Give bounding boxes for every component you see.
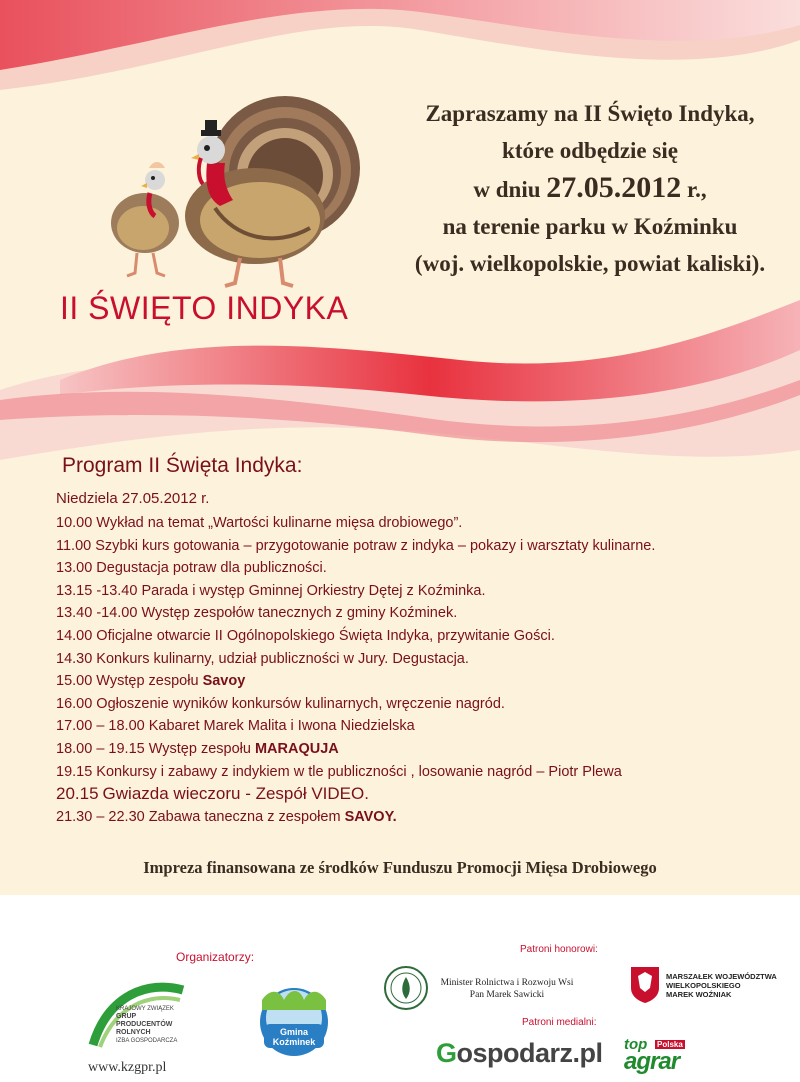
ministry-line-2: Pan Marek Sawicki xyxy=(469,990,545,1000)
program-item xyxy=(56,602,776,625)
program-item-time: 21.30 – 22.30 xyxy=(56,808,145,825)
program-item xyxy=(56,738,776,761)
program-item-time: 18.00 – 19.15 xyxy=(56,740,145,757)
program-item-description: Wykład na temat „Wartości kulinarne mięsa drobiowego”. xyxy=(96,515,463,531)
topagrar-agrar: agrar xyxy=(624,1048,680,1075)
kzgpr-line-3: PRODUCENTÓW xyxy=(116,1021,173,1028)
kzgpr-name xyxy=(116,1005,177,1045)
invitation-line-2: które odbędzie się xyxy=(502,138,678,163)
program-item-text xyxy=(149,738,776,761)
program-item xyxy=(56,648,776,671)
program-item xyxy=(56,535,776,558)
program-item-text xyxy=(96,670,776,693)
program-item-text xyxy=(96,693,776,716)
program-item-description: Kabaret Marek Malita i Iwona Niedzielska xyxy=(148,718,415,735)
program-item xyxy=(56,693,776,716)
program-item-text xyxy=(96,625,776,648)
gospodarz-rest: ospodarz.pl xyxy=(456,1038,603,1068)
gospodarz-logo xyxy=(436,1038,603,1069)
program-item-description: Konkurs kulinarny, udział publiczności w Jury. Degustacja. xyxy=(96,650,469,667)
program-item xyxy=(56,625,776,648)
invitation-line-5: (woj. wielkopolskie, powiat kaliski). xyxy=(414,251,766,276)
organizers-label: Organizatorzy: xyxy=(176,950,255,964)
program-item-text xyxy=(96,512,776,535)
program-item-time: 14.30 xyxy=(56,650,93,667)
program-item-performer: Savoy xyxy=(202,673,246,690)
program-item xyxy=(56,806,776,829)
program-item xyxy=(56,512,776,535)
program-item-description: Parada i występ Gminnej Orkiestry Dętej z Koźminka. xyxy=(141,582,486,599)
program-date: Niedziela 27.05.2012 r. xyxy=(56,490,210,507)
program-item-time: 13.40 -14.00 xyxy=(56,605,138,622)
invitation-date-prefix: w dniu xyxy=(473,177,547,202)
gmina-line-1: Gmina xyxy=(279,1027,308,1037)
kzgpr-line-5: IZBA GOSPODARCZA xyxy=(116,1038,178,1044)
program-item-performer: MARAQUJA xyxy=(254,740,339,757)
program-item-description: Szybki kurs gotowania – przygotowanie potraw z indyka – pokazy i warsztaty kulinarne. xyxy=(95,537,656,554)
program-item-performer: SAVOY. xyxy=(344,808,397,825)
ministry-name xyxy=(432,977,582,1001)
program-item-text xyxy=(96,557,776,580)
program-item xyxy=(56,580,776,603)
marshal-line-3: MAREK WOŹNIAK xyxy=(666,990,732,999)
invitation-line-1: Zapraszamy na II Święto Indyka, xyxy=(425,101,755,126)
program-item-description: Gwiazda wieczoru - Zespół VIDEO. xyxy=(102,784,369,804)
gmina-name xyxy=(262,1027,326,1047)
program-item-time: 13.00 xyxy=(56,560,93,577)
program-item-description: Oficjalne otwarcie II Ogólnopolskiego Święta Indyka, przywitanie Gości. xyxy=(96,627,555,644)
program-item-time: 15.00 xyxy=(56,673,93,690)
program-item-description: Ogłoszenie wyników konkursów kulinarnych, wręczenie nagród. xyxy=(96,695,505,712)
invitation-text xyxy=(385,95,795,282)
program-item-text xyxy=(149,806,776,829)
event-title: II ŚWIĘTO INDYKA xyxy=(60,290,349,326)
program-item xyxy=(56,783,776,806)
website-link[interactable]: www.kzgpr.pl xyxy=(88,1060,167,1075)
program-item xyxy=(56,670,776,693)
program-item-description: Konkursy i zabawy z indykiem w tle publiczności , losowanie nagród – Piotr Plewa xyxy=(96,763,622,780)
program-item-time: 10.00 xyxy=(56,515,93,531)
program-item-time: 19.15 xyxy=(56,763,93,780)
topagrar-top: top xyxy=(624,1036,648,1053)
turkeys-illustration xyxy=(95,88,375,288)
program-item-time: 11.00 xyxy=(56,537,92,554)
wielkopolska-crest-icon xyxy=(630,966,660,1004)
program-title: Program II Święta Indyka: xyxy=(62,454,303,477)
program-item-description: Występ zespołu xyxy=(96,673,203,690)
gospodarz-g: G xyxy=(436,1038,457,1068)
program-item-time: 20.15 xyxy=(56,784,99,804)
marshal-line-2: WIELKOPOLSKIEGO xyxy=(666,981,741,990)
marshal-line-1: MARSZAŁEK WOJEWÓDZTWA xyxy=(666,972,777,981)
gmina-line-2: Koźminek xyxy=(272,1037,316,1047)
program-item-time: 13.15 -13.40 xyxy=(56,582,138,599)
honorary-patrons-label: Patroni honorowi: xyxy=(520,944,598,955)
invitation-line-3 xyxy=(385,169,795,208)
media-patrons-label: Patroni medialni: xyxy=(522,1017,597,1028)
program-item xyxy=(56,557,776,580)
ministry-line-1: Minister Rolnictwa i Rozwoju Wsi xyxy=(440,978,574,988)
turkey-female-icon xyxy=(111,162,179,276)
program-item-description: Występ zespołu xyxy=(148,740,255,757)
ministry-seal-icon xyxy=(383,965,429,1011)
marshal-name xyxy=(666,972,777,999)
program-item-text xyxy=(96,648,776,671)
program-item-time: 17.00 – 18.00 xyxy=(56,718,145,735)
invitation-date-suffix: r., xyxy=(681,177,707,202)
program-item-description: Zabawa taneczna z zespołem xyxy=(148,808,345,825)
topagrar-polska: Polska xyxy=(657,1040,683,1049)
program-item-description: Występ zespołów tanecznych z gminy Koźminek. xyxy=(141,605,458,622)
kzgpr-line-2: GRUP xyxy=(116,1013,137,1020)
program-item-text xyxy=(96,761,776,784)
kzgpr-line-1: KRAJOWY ZWIĄZEK xyxy=(116,1006,174,1012)
program-item xyxy=(56,715,776,738)
program-item-time: 14.00 xyxy=(56,627,93,644)
invitation-line-4: na terenie parku w Koźminku xyxy=(442,214,738,239)
program-item-text xyxy=(149,715,776,738)
program-item-text xyxy=(141,580,776,603)
funding-note: Impreza finansowana ze środków Funduszu Promocji Mięsa Drobiowego xyxy=(143,858,657,877)
kzgpr-line-4: ROLNYCH xyxy=(116,1029,151,1036)
program-item-text xyxy=(95,535,776,558)
program-item-text xyxy=(141,602,776,625)
invitation-date: 27.05.2012 xyxy=(546,171,682,204)
program-item-time: 16.00 xyxy=(56,695,93,712)
program-item xyxy=(56,761,776,784)
program-item-description: Degustacja potraw dla publiczności. xyxy=(96,560,327,577)
program-item-text xyxy=(103,783,776,806)
program-list xyxy=(56,512,776,828)
